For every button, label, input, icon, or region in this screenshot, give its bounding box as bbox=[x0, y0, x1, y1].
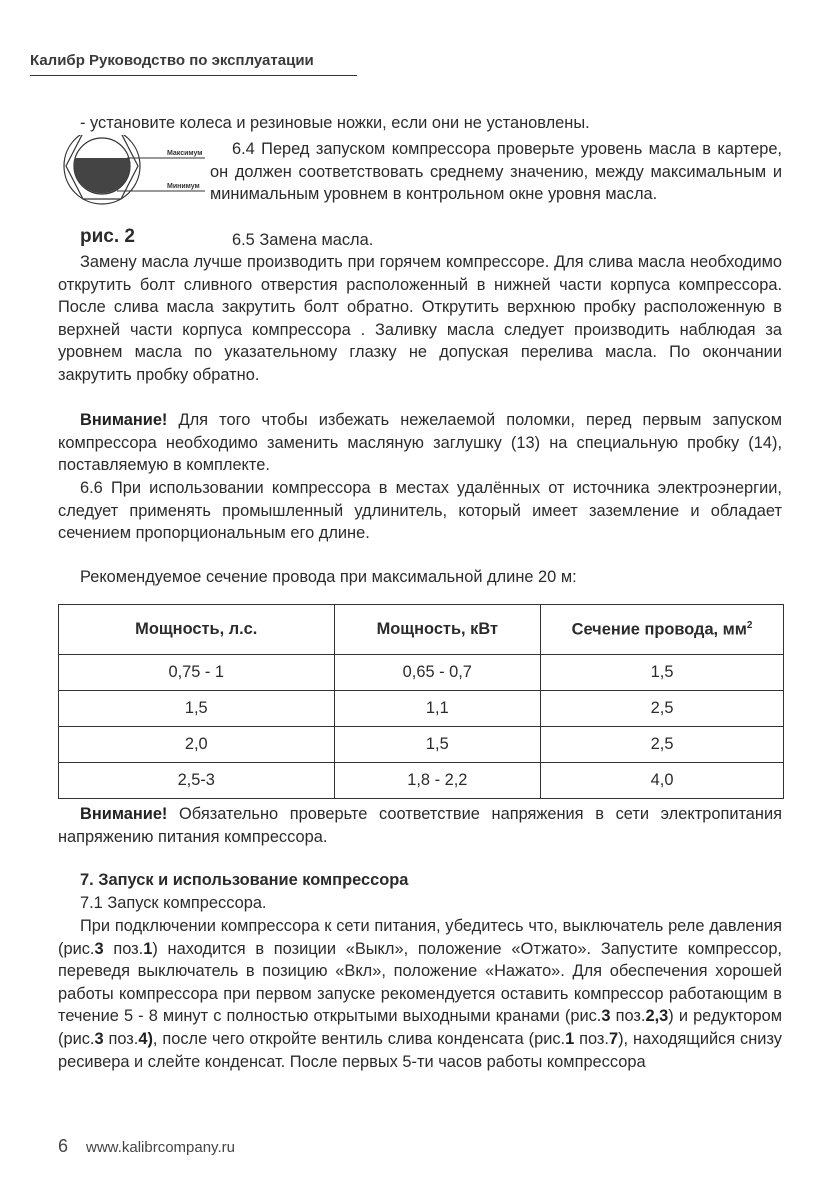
warning-voltage bbox=[58, 803, 782, 848]
warning-text: Для того чтобы избежать нежелаемой поломки, перед первым запуском компрессора необходимо заменить масляную заглушку (13) на специальную пробку (14), поставляемую в комплекте. bbox=[58, 411, 782, 475]
wire-section-table bbox=[58, 604, 784, 799]
ref: 1 bbox=[565, 1029, 575, 1048]
text: поз. bbox=[610, 1007, 646, 1026]
figure-caption: рис. 2 bbox=[80, 226, 135, 247]
warning-oil-plug bbox=[58, 409, 782, 477]
text: поз. bbox=[103, 1029, 139, 1048]
superscript: 2 bbox=[746, 619, 753, 631]
paragraph-wheels: - установите колеса и резиновые ножки, если они не установлены. bbox=[80, 114, 590, 132]
text: При подключении компрессора к сети питания, убедитесь что, выключатель реле давления (рис. bbox=[58, 917, 782, 958]
ref: 7 bbox=[608, 1029, 619, 1048]
cell: 1,5 bbox=[541, 655, 784, 691]
col-header-section bbox=[541, 605, 784, 655]
text: ) находится в позиции «Выкл», положение «Отжато». Запустите компрессор, переведя выключатель в позицию «Вкл», положение «Нажато». Для обеспечения хорошей работы компрессора при первом запуске рекомендуется оставить компрессор работающим в течение 5 - 8 минут с полностью открытыми выходными кранами (рис. bbox=[58, 939, 782, 1026]
cell: 0,75 - 1 bbox=[59, 655, 335, 691]
warning-label: Внимание! bbox=[80, 411, 168, 429]
paragraph-6-6: 6.6 При использовании компрессора в местах удалённых от источника электроэнергии, следует применять промышленный удлинитель, который имеет заземление и обладает сечением пропорциональным его длине. bbox=[58, 479, 782, 543]
text: , после чего откройте вентиль слива конденсата (рис. bbox=[152, 1029, 566, 1048]
running-header: Калибр Руководство по эксплуатации bbox=[30, 52, 357, 76]
text: поз. bbox=[574, 1029, 609, 1048]
warning-text: Обязательно проверьте соответствие напряжения в сети электропитания напряжению питания компрессора. bbox=[58, 805, 782, 846]
oil-level-gauge-figure bbox=[55, 135, 215, 230]
table-row bbox=[59, 655, 784, 691]
text: поз. bbox=[103, 939, 144, 958]
col-header-hp: Мощность, л.с. bbox=[59, 605, 335, 655]
paragraph-startup bbox=[58, 915, 782, 1073]
website-link[interactable]: www.kalibrcompany.ru bbox=[86, 1139, 235, 1156]
header-text: Сечение провода, мм bbox=[571, 620, 747, 639]
table-row bbox=[59, 691, 784, 727]
table-header-row bbox=[59, 605, 784, 655]
oil-fill bbox=[74, 158, 130, 193]
paragraph-6-5: 6.5 Замена масла. bbox=[232, 231, 374, 249]
ref: 1 bbox=[143, 939, 153, 958]
text: ) и редуктором (рис. bbox=[58, 1007, 782, 1048]
paragraph-oil-change: Замену масла лучше производить при горячем компрессоре. Для слива масла необходимо открутить болт сливного отверстия расположенный в нижней части корпуса компрессора. После слива масла закрутить болт обратно. Открутить верхнюю пробку расположенную в верхней части корпуса компрессора . Заливку масла следует производить наблюдая за уровнем масла по указательному глазку не допуская перелива масла. По окончании закрутить пробку обратно. bbox=[58, 253, 782, 384]
table-row bbox=[59, 727, 784, 763]
cell: 4,0 bbox=[541, 763, 784, 799]
cell: 1,5 bbox=[334, 727, 541, 763]
table-row bbox=[59, 763, 784, 799]
section-7-heading: 7. Запуск и использование компрессора bbox=[80, 871, 409, 889]
warning-label: Внимание! bbox=[80, 805, 168, 823]
cell: 1,8 - 2,2 bbox=[334, 763, 541, 799]
page-footer bbox=[58, 1136, 235, 1157]
cell: 2,5-3 bbox=[59, 763, 335, 799]
text: ), находящийся снизу ресивера и слейте конденсат. После первых 5-ти часов работы компрессора bbox=[58, 1029, 782, 1071]
cell: 1,1 bbox=[334, 691, 541, 727]
col-header-kw: Мощность, кВт bbox=[334, 605, 541, 655]
ref: 4) bbox=[138, 1029, 153, 1048]
min-label: Минимум bbox=[167, 183, 200, 190]
cell: 1,5 bbox=[59, 691, 335, 727]
ref: 3 bbox=[94, 939, 104, 958]
ref: 3 bbox=[601, 1007, 611, 1026]
ref: 3 bbox=[94, 1029, 104, 1048]
cell: 2,5 bbox=[541, 691, 784, 727]
cell: 2,0 bbox=[59, 727, 335, 763]
cell: 0,65 - 0,7 bbox=[334, 655, 541, 691]
subsection-7-1: 7.1 Запуск компрессора. bbox=[80, 894, 267, 912]
max-label: Максимум bbox=[167, 150, 203, 157]
paragraph-6-4: 6.4 Перед запуском компрессора проверьте уровень масла в картере, он должен соответствовать среднему значению, между максимальным и минимальным уровнем в контрольном окне уровня масла. bbox=[210, 140, 782, 204]
cell: 2,5 bbox=[541, 727, 784, 763]
ref: 2,3 bbox=[645, 1007, 669, 1026]
page-number: 6 bbox=[58, 1136, 69, 1156]
paragraph-recommended: Рекомендуемое сечение провода при максимальной длине 20 м: bbox=[80, 568, 577, 586]
